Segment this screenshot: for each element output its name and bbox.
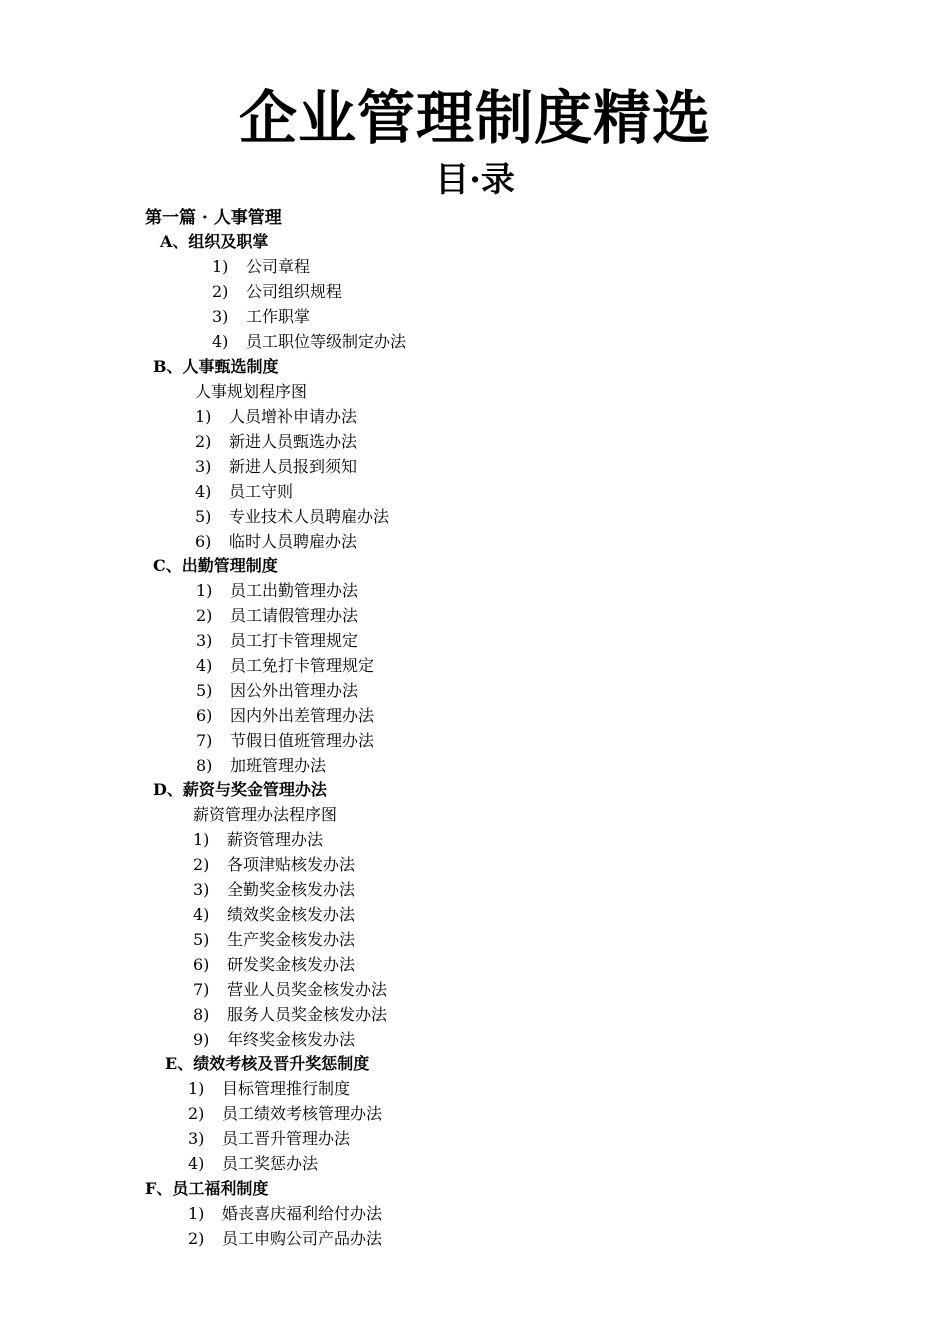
item-text: 新进人员报到须知 — [229, 457, 358, 476]
toc-item — [193, 1004, 387, 1026]
item-number: 1) — [188, 1204, 205, 1223]
toc-item — [196, 680, 358, 702]
item-text: 节假日值班管理办法 — [230, 731, 375, 750]
item-number: 4) — [212, 332, 229, 351]
item-number: 3) — [196, 631, 213, 650]
toc-item — [196, 755, 326, 777]
section-heading-b: B、人事甄选制度 — [153, 357, 279, 376]
toc-item — [195, 506, 389, 528]
toc-item — [212, 281, 342, 303]
page-subtitle: 目·录 — [435, 160, 515, 200]
toc-item — [188, 1078, 350, 1100]
item-text: 临时人员聘雇办法 — [229, 532, 358, 551]
item-text: 研发奖金核发办法 — [227, 955, 356, 974]
section-heading-d: D、薪资与奖金管理办法 — [153, 780, 327, 799]
toc-item — [193, 854, 355, 876]
item-number: 8) — [193, 1005, 210, 1024]
item-text: 专业技术人员聘雇办法 — [229, 507, 390, 526]
item-text: 员工绩效考核管理办法 — [222, 1104, 383, 1123]
item-number: 7) — [196, 731, 213, 750]
item-number: 6) — [195, 532, 212, 551]
item-text: 绩效奖金核发办法 — [227, 905, 356, 924]
toc-item — [196, 730, 374, 752]
toc-item — [193, 1029, 355, 1051]
item-number: 2) — [193, 855, 210, 874]
item-number: 6) — [196, 706, 213, 725]
item-text: 员工打卡管理规定 — [230, 631, 359, 650]
item-text: 薪资管理办法 — [227, 830, 324, 849]
item-text: 各项津贴核发办法 — [227, 855, 356, 874]
item-text: 加班管理办法 — [230, 756, 327, 775]
section-intro: 人事规划程序图 — [195, 382, 308, 401]
part-heading: 第一篇 · 人事管理 — [145, 208, 282, 228]
section-heading-a: A、组织及职掌 — [160, 232, 269, 251]
toc-item — [195, 406, 357, 428]
item-text: 员工出勤管理办法 — [230, 581, 359, 600]
toc-item — [195, 531, 357, 553]
item-text: 员工奖惩办法 — [222, 1154, 319, 1173]
section-heading-c: C、出勤管理制度 — [153, 556, 278, 575]
item-number: 2) — [188, 1104, 205, 1123]
toc-item — [193, 879, 355, 901]
toc-item — [195, 431, 357, 453]
item-number: 1) — [195, 407, 212, 426]
toc-item — [196, 705, 374, 727]
item-text: 员工晋升管理办法 — [222, 1129, 351, 1148]
toc-item — [212, 256, 310, 278]
toc-item — [193, 979, 387, 1001]
item-text: 工作职掌 — [246, 307, 311, 326]
item-text: 员工申购公司产品办法 — [222, 1229, 383, 1248]
toc-item — [193, 954, 355, 976]
item-text: 年终奖金核发办法 — [227, 1030, 356, 1049]
toc-item — [188, 1103, 382, 1125]
item-number: 5) — [195, 507, 212, 526]
item-number: 3) — [195, 457, 212, 476]
item-number: 1) — [196, 581, 213, 600]
toc-item — [193, 829, 323, 851]
item-text: 员工免打卡管理规定 — [230, 656, 375, 675]
toc-item — [193, 929, 355, 951]
item-number: 4) — [195, 482, 212, 501]
item-number: 2) — [212, 282, 229, 301]
item-text: 公司章程 — [246, 257, 311, 276]
item-number: 2) — [196, 606, 213, 625]
item-number: 9) — [193, 1030, 210, 1049]
item-text: 营业人员奖金核发办法 — [227, 980, 388, 999]
item-text: 人员增补申请办法 — [229, 407, 358, 426]
item-text: 全勤奖金核发办法 — [227, 880, 356, 899]
section-heading-e: E、绩效考核及晋升奖惩制度 — [165, 1054, 370, 1073]
toc-item — [193, 904, 355, 926]
item-text: 生产奖金核发办法 — [227, 930, 356, 949]
item-text: 服务人员奖金核发办法 — [227, 1005, 388, 1024]
item-number: 4) — [193, 905, 210, 924]
toc-item — [195, 456, 357, 478]
item-number: 3) — [193, 880, 210, 899]
item-number: 7) — [193, 980, 210, 999]
toc-item — [212, 331, 406, 353]
item-text: 新进人员甄选办法 — [229, 432, 358, 451]
toc-item — [196, 605, 358, 627]
item-number: 3) — [212, 307, 229, 326]
page-title: 企业管理制度精选 — [238, 84, 711, 152]
item-number: 1) — [193, 830, 210, 849]
item-number: 4) — [196, 656, 213, 675]
item-number: 6) — [193, 955, 210, 974]
toc-item — [188, 1228, 382, 1250]
item-number: 2) — [195, 432, 212, 451]
item-number: 1) — [212, 257, 229, 276]
item-text: 因内外出差管理办法 — [230, 706, 375, 725]
toc-item — [188, 1128, 350, 1150]
item-number: 2) — [188, 1229, 205, 1248]
item-number: 5) — [196, 681, 213, 700]
toc-item — [196, 580, 358, 602]
toc-item — [196, 655, 374, 677]
item-text: 目标管理推行制度 — [222, 1079, 351, 1098]
item-text: 因公外出管理办法 — [230, 681, 359, 700]
item-text: 公司组织规程 — [246, 282, 343, 301]
item-number: 3) — [188, 1129, 205, 1148]
item-text: 员工请假管理办法 — [230, 606, 359, 625]
toc-item — [188, 1203, 382, 1225]
toc-item — [196, 630, 358, 652]
toc-item — [188, 1153, 318, 1175]
item-text: 员工守则 — [229, 482, 294, 501]
section-intro: 薪资管理办法程序图 — [193, 805, 338, 824]
toc-item — [195, 481, 293, 503]
item-text: 员工职位等级制定办法 — [246, 332, 407, 351]
item-number: 4) — [188, 1154, 205, 1173]
toc-item — [212, 306, 310, 328]
item-number: 8) — [196, 756, 213, 775]
item-number: 5) — [193, 930, 210, 949]
item-number: 1) — [188, 1079, 205, 1098]
item-text: 婚丧喜庆福利给付办法 — [222, 1204, 383, 1223]
section-heading-f: F、员工福利制度 — [145, 1179, 269, 1198]
